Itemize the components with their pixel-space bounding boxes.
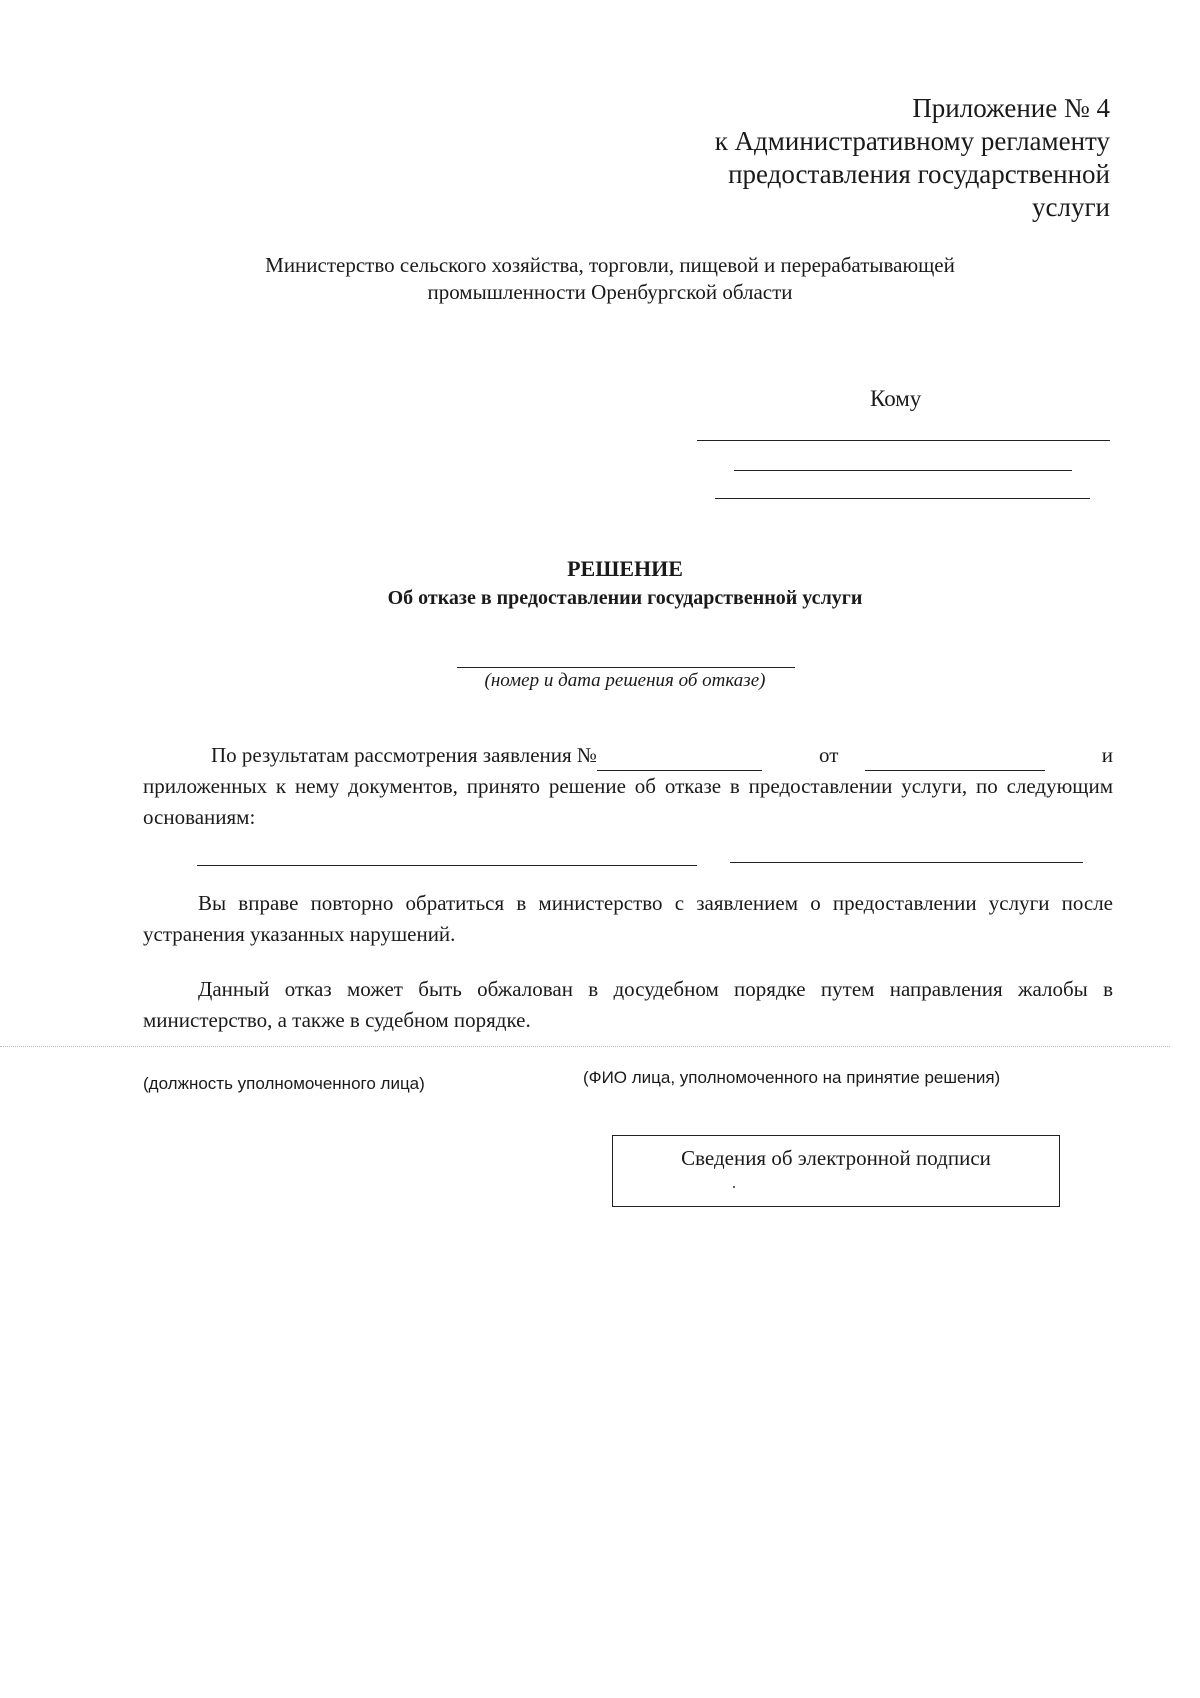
application-date-blank [865,748,1045,771]
application-number-blank [597,748,762,771]
decision-title: РЕШЕНИЕ [567,556,683,581]
electronic-signature-label: Сведения об электронной подписи [681,1146,991,1170]
signature-dotted-line [0,1046,1170,1047]
application-rest-text: приложенных к нему документов, принято решение об отказе в предоставлении услуги, по следующим основаниям: [143,774,1113,829]
paragraph-reapply: Вы вправе повторно обратиться в министерство с заявлением о предоставлении услуги после устранения указанных нарушений. [143,891,1113,946]
addressee-label: Кому [870,386,922,411]
scan-dot [733,1186,735,1188]
annex-line-3: предоставления государственной [728,159,1110,189]
application-from-text: от [819,743,839,767]
addressee-line-1 [697,440,1110,441]
decision-subtitle: Об отказе в предоставлении государственной услуги [387,587,863,609]
annex-line-4: услуги [1032,192,1110,222]
application-text: По результатам рассмотрения заявления № [211,743,597,767]
electronic-signature-box [612,1135,1060,1207]
addressee-line-2 [734,470,1072,471]
addressee-line-3 [715,498,1090,499]
ministry-line-2: промышленности Оренбургской области [427,280,793,304]
paragraph-appeal: Данный отказ может быть обжалован в досудебном порядке путем направления жалобы в министерство, а также в судебном порядке. [143,977,1113,1032]
annex-header [650,92,1110,224]
ministry-line-1: Министерство сельского хозяйства, торговли, пищевой и перерабатывающей [265,253,955,277]
ministry-name [200,252,1020,306]
grounds-line-2 [730,862,1083,863]
decision-number-caption: (номер и дата решения об отказе) [484,670,766,691]
grounds-line-1 [197,865,697,866]
decision-number-line [457,667,795,668]
annex-line-1: Приложение № 4 [912,93,1110,123]
position-caption: (должность уполномоченного лица) [143,1074,425,1093]
annex-line-2: к Административному регламенту [714,126,1110,156]
name-caption: (ФИО лица, уполномоченного на принятие решения) [583,1068,1001,1087]
paragraph-application [143,740,1113,833]
application-and-text: и [1101,743,1113,767]
